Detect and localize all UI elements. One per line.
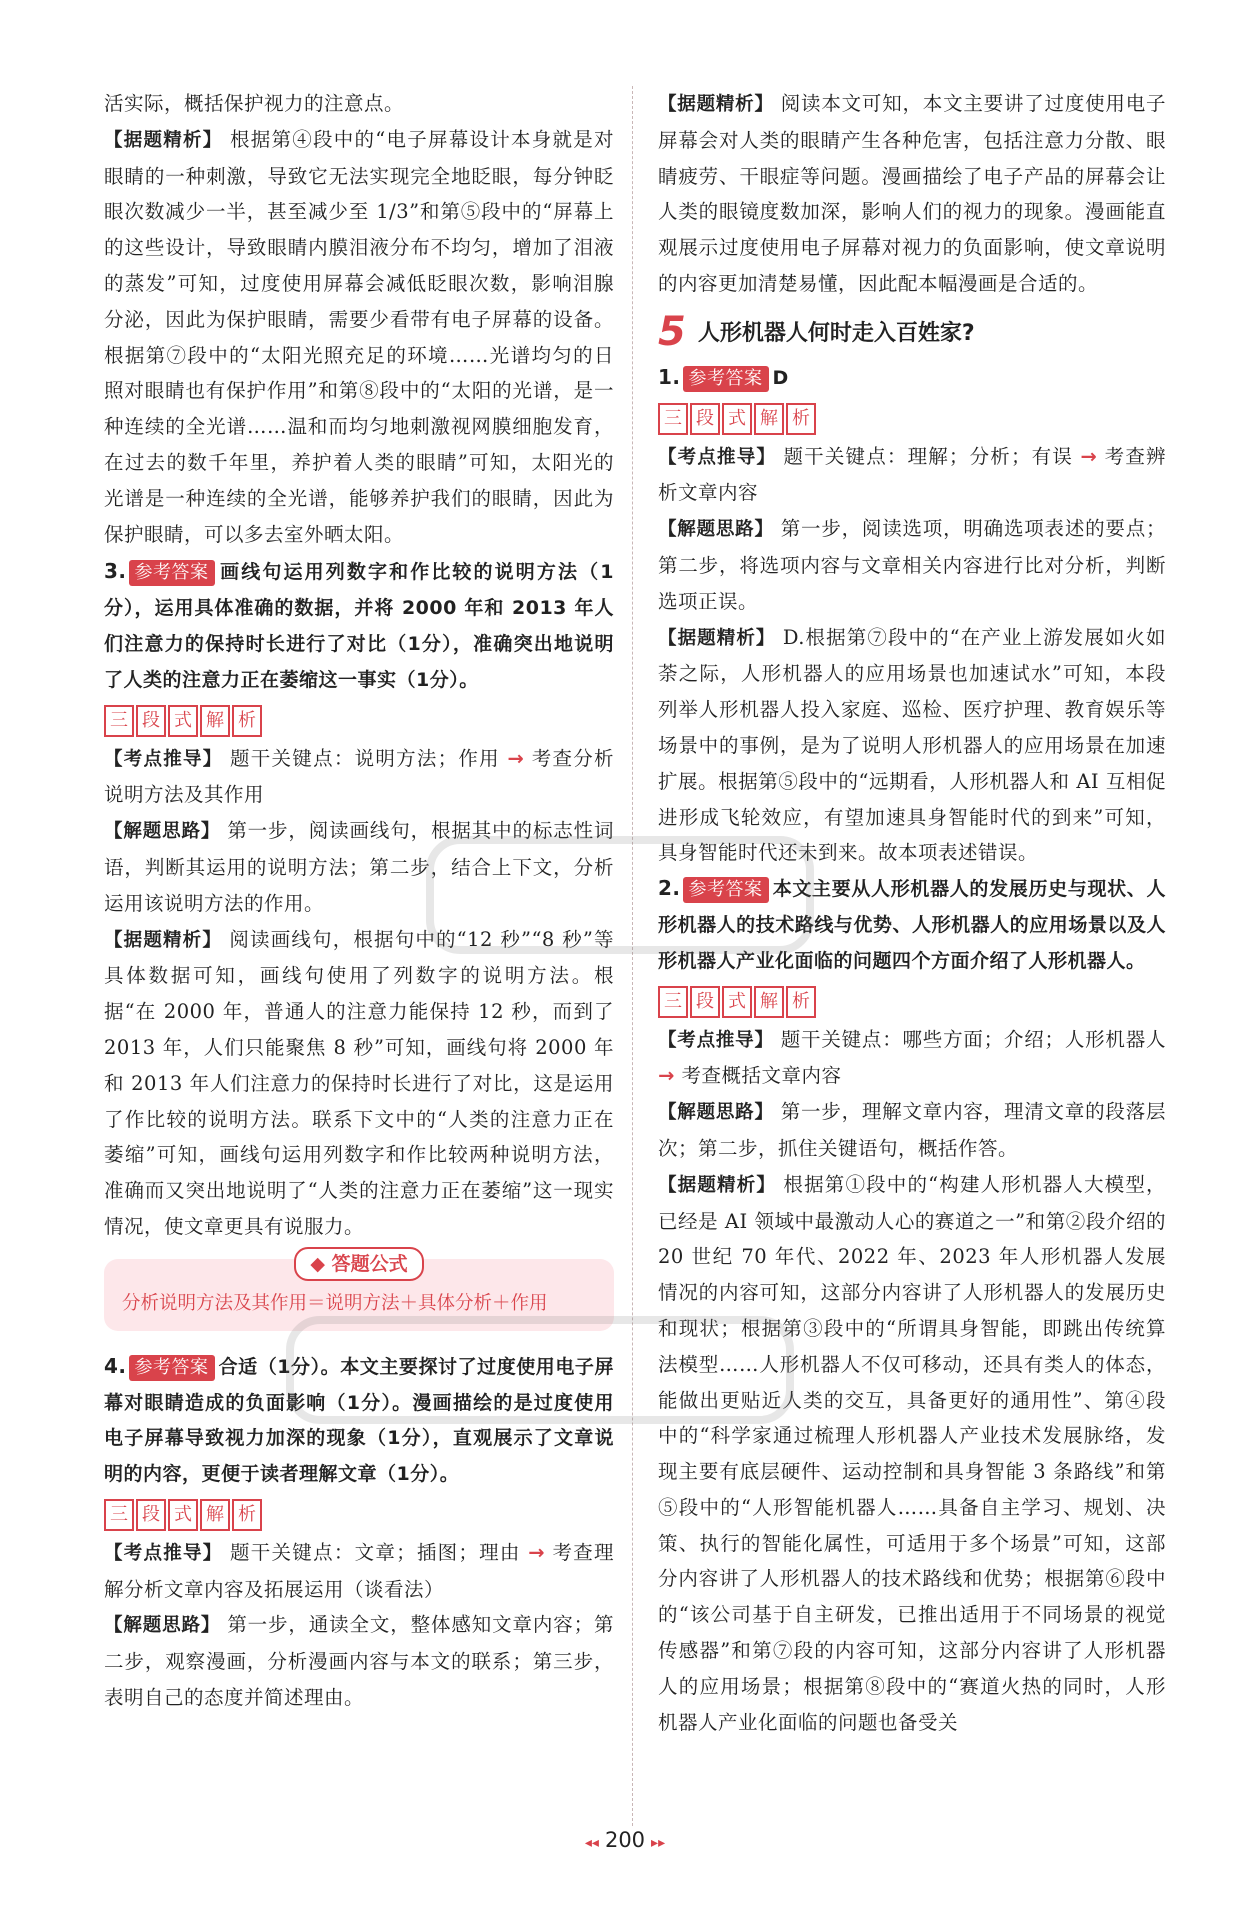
- banner-char: 三: [658, 986, 688, 1018]
- key-point: [104, 1535, 614, 1608]
- banner-char: 式: [168, 705, 198, 737]
- key-point: [104, 741, 614, 814]
- key-result: 考查分析说明方法及其作用: [104, 746, 614, 807]
- banner-char: 段: [690, 986, 720, 1018]
- banner-char: 析: [786, 986, 816, 1018]
- column-divider: [632, 86, 633, 1826]
- key-result: 考查理解分析文章内容及拓展运用（谈看法）: [104, 1540, 614, 1601]
- label: 【据题精析】: [104, 929, 222, 951]
- steps-text: 第一步，理解文章内容，理清文章的段落层次；第二步，抓住关键语句，概括作答。: [658, 1100, 1166, 1160]
- answer-badge: 参考答案: [683, 366, 769, 392]
- section-banner: [658, 986, 1166, 1018]
- answer-text: 本文主要探讨了过度使用电子屏幕对眼睛造成的负面影响（1分）。漫画描绘的是过度使用电子屏幕导致视力加深的现象（1分），直观展示了文章说明的内容，更便于读者理解文章（1分）。: [104, 1355, 614, 1486]
- chapter-number: 5: [658, 308, 686, 355]
- banner-char: 析: [786, 403, 816, 435]
- label: 【解题思路】: [658, 1102, 774, 1124]
- label: 【考点推导】: [104, 748, 223, 770]
- arrow-icon: →: [658, 1064, 675, 1088]
- page-number-text: 200: [604, 1828, 646, 1852]
- answer-2: [658, 871, 1166, 979]
- label: 【据题精析】: [104, 129, 223, 151]
- question-number: 4.: [104, 1353, 127, 1378]
- question-number: 2.: [658, 876, 681, 901]
- key-text: 题干关键点：文章；插图；理由: [230, 1540, 521, 1564]
- answer-text: 本文主要从人形机器人的发展历史与现状、人形机器人的技术路线与优势、人形机器人的应用场景以及人形机器人产业化面临的问题四个方面介绍了人形机器人。: [658, 878, 1166, 972]
- banner-char: 解: [754, 986, 784, 1018]
- label: 【考点推导】: [658, 1029, 774, 1051]
- analysis-paragraph: [658, 86, 1166, 302]
- answer-4: [104, 1349, 614, 1493]
- analysis-paragraph: [104, 922, 614, 1245]
- left-column: [104, 86, 614, 1716]
- chapter-title: 人形机器人何时走入百姓家?: [697, 321, 975, 347]
- label: 【解题思路】: [658, 519, 774, 541]
- key-text: 题干关键点：哪些方面；介绍；人形机器人: [780, 1027, 1166, 1051]
- banner-char: 段: [690, 403, 720, 435]
- page-deco-left-icon: ◂◂: [584, 1835, 599, 1851]
- solution-steps: [104, 813, 614, 921]
- banner-char: 三: [104, 1499, 134, 1531]
- formula-box: [104, 1252, 614, 1331]
- banner-char: 式: [722, 403, 752, 435]
- answer-badge: 参考答案: [129, 560, 215, 586]
- answer-text: 画线句运用列数字和作比较的说明方法（1分），运用具体准确的数据，并将 2000 年和 2013 年人们注意力的保持时长进行了对比（1分），准确突出地说明了人类的注意力正在萎缩这一事实（1分）。: [104, 561, 614, 691]
- banner-char: 段: [136, 705, 166, 737]
- formula-text: 分析说明方法及其作用＝说明方法＋具体分析＋作用: [122, 1292, 548, 1314]
- solution-steps: [658, 511, 1166, 619]
- key-result: 考查概括文章内容: [681, 1064, 842, 1088]
- answer-1: [658, 360, 1166, 397]
- arrow-icon: →: [1080, 444, 1098, 468]
- banner-char: 解: [754, 403, 784, 435]
- analysis-paragraph: [658, 620, 1166, 872]
- banner-char: 段: [136, 1499, 166, 1531]
- steps-text: 第一步，阅读选项，明确选项表述的要点；第二步，将选项内容与文章相关内容进行比对分析，判断选项正误。: [658, 517, 1166, 613]
- section-banner: [104, 1499, 614, 1531]
- analysis-text: 阅读画线句，根据句中的“12 秒”“8 秒”等具体数据可知，画线句使用了列数字的说明方法。根据“在 2000 年，普通人的注意力能保持 12 秒，而到了 2013 年，人们只能聚焦 8 秒”可知，画线句将 2000 年和 2013 年人们注意力的保持时长进行了对比，这是运用了作比较的说明方法。联系下文中的“人类的注意力正在萎缩”可知，画线句运用列数字和作比较两种说明方法，准确而又突出地说明了“人类的注意力正在萎缩”这一现实情况，使文章更具有说服力。: [104, 927, 614, 1238]
- paragraph: 活实际，概括保护视力的注意点。: [104, 92, 405, 115]
- label: 【考点推导】: [658, 446, 777, 468]
- banner-char: 三: [658, 403, 688, 435]
- label: 【解题思路】: [104, 821, 221, 843]
- answer-badge: 参考答案: [683, 877, 769, 903]
- steps-text: 第一步，阅读画线句，根据其中的标志性词语，判断其运用的说明方法；第二步，结合上下文，分析运用该说明方法的作用。: [104, 819, 614, 915]
- banner-char: 解: [200, 705, 230, 737]
- section-banner: [658, 403, 1166, 435]
- answer-3: [104, 554, 614, 698]
- answer-badge: 参考答案: [129, 1355, 215, 1381]
- analysis-text: D.根据第⑦段中的“在产业上游发展如火如荼之际，人形机器人的应用场景也加速试水”可知，本段列举人形机器人投入家庭、巡检、医疗护理、教育娱乐等场景中的事例，是为了说明人形机器人的应用场景在加速扩展。根据第⑤段中的“远期看，人形机器人和 AI 互相促进形成飞轮效应，有望加速具身智能时代的到来”可知，具身智能时代还未到来。故本项表述错误。: [658, 625, 1166, 865]
- key-point: [658, 1022, 1166, 1095]
- analysis-paragraph: [104, 122, 614, 553]
- banner-char: 式: [168, 1499, 198, 1531]
- analysis-text: 根据第④段中的“电子屏幕设计本身就是对眼睛的一种刺激，导致它无法实现完全地眨眼，每分钟眨眼次数减少一半，甚至减少至 1/3”和第⑤段中的“屏幕上的这些设计，导致眼睛内膜泪液分布不均匀，增加了泪液的蒸发”可知，过度使用屏幕会减低眨眼次数，影响泪腺分泌，因此为保护眼睛，需要少看带有电子屏幕的设备。根据第⑦段中的“太阳光照充足的环境……光谱均匀的日照对眼睛也有保护作用”和第⑧段中的“太阳的光谱，是一种连续的全光谱……温和而均匀地刺激视网膜细胞发育，在过去的数千年里，养护着人类的眼睛”可知，太阳光的光谱是一种连续的全光谱，能够养护我们的眼睛，因此为保护眼睛，可以多去室外晒太阳。: [104, 127, 614, 546]
- page-deco-right-icon: ▸▸: [651, 1835, 666, 1851]
- right-column: [658, 86, 1166, 1740]
- solution-steps: [658, 1094, 1166, 1167]
- key-text: 题干关键点：说明方法；作用: [230, 746, 500, 770]
- banner-char: 三: [104, 705, 134, 737]
- analysis-text: 阅读本文可知，本文主要讲了过度使用电子屏幕会对人类的眼睛产生各种危害，包括注意力分散、眼睛疲劳、干眼症等问题。漫画描绘了电子产品的屏幕会让人类的眼镜度数加深，影响人们的视力的现象。漫画能直观展示过度使用电子屏幕对视力的负面影响，使文章说明的内容更加清楚易懂，因此配本幅漫画是合适的。: [658, 92, 1166, 295]
- label: 【据题精析】: [658, 1174, 777, 1196]
- analysis-text: 根据第①段中的“构建人形机器人大模型，已经是 AI 领域中最激动人心的赛道之一”和第②段介绍的 20 世纪 70 年代、2022 年、2023 年人形机器人发展情况的内容可知，这部分内容讲了人形机器人的发展历史和现状；根据第③段中的“所谓具身智能，即跳出传统算法模型……人形机器人不仅可移动，还具有类人的体态，能做出更贴近人类的交互，具备更好的通用性”、第④段中的“科学家通过梳理人形机器人产业技术发展脉络，发现主要有底层硬件、运动控制和具身智能 3 条路线”和第⑤段中的“人形智能机器人……具备自主学习、规划、决策、执行的智能化属性，可适用于多个场景”可知，这部分内容讲了人形机器人的技术路线和优势；根据第⑥段中的“该公司基于自主研发，已推出适用于不同场景的视觉传感器”和第⑦段的内容可知，这部分内容讲了人形机器人的应用场景；根据第⑧段中的“赛道火热的同时，人形机器人产业化面临的问题也备受关: [658, 1172, 1166, 1734]
- solution-steps: [104, 1607, 614, 1715]
- chapter-heading: [658, 310, 1166, 354]
- banner-char: 析: [232, 705, 262, 737]
- analysis-paragraph: [658, 1167, 1166, 1741]
- answer-text: D: [772, 366, 789, 389]
- banner-char: 式: [722, 986, 752, 1018]
- answer-lead: 合适（1分）。: [218, 1355, 341, 1378]
- key-point: [658, 439, 1166, 512]
- banner-char: 解: [200, 1499, 230, 1531]
- label: 【考点推导】: [104, 1542, 223, 1564]
- arrow-icon: →: [507, 746, 525, 770]
- key-text: 题干关键点：理解；分析；有误: [783, 444, 1074, 468]
- label: 【解题思路】: [104, 1615, 221, 1637]
- section-banner: [104, 705, 614, 737]
- question-number: 3.: [104, 559, 127, 584]
- question-number: 1.: [658, 364, 681, 389]
- key-result: 考查辨析文章内容: [658, 444, 1167, 505]
- page-number: [0, 1828, 1250, 1852]
- arrow-icon: →: [528, 1540, 545, 1564]
- formula-title: ◆ 答题公式: [294, 1247, 423, 1281]
- banner-char: 析: [232, 1499, 262, 1531]
- label: 【据题精析】: [658, 94, 774, 115]
- steps-text: 第一步，通读全文，整体感知文章内容；第二步，观察漫画，分析漫画内容与本文的联系；第三步，表明自己的态度并简述理由。: [104, 1613, 614, 1710]
- label: 【据题精析】: [658, 627, 776, 649]
